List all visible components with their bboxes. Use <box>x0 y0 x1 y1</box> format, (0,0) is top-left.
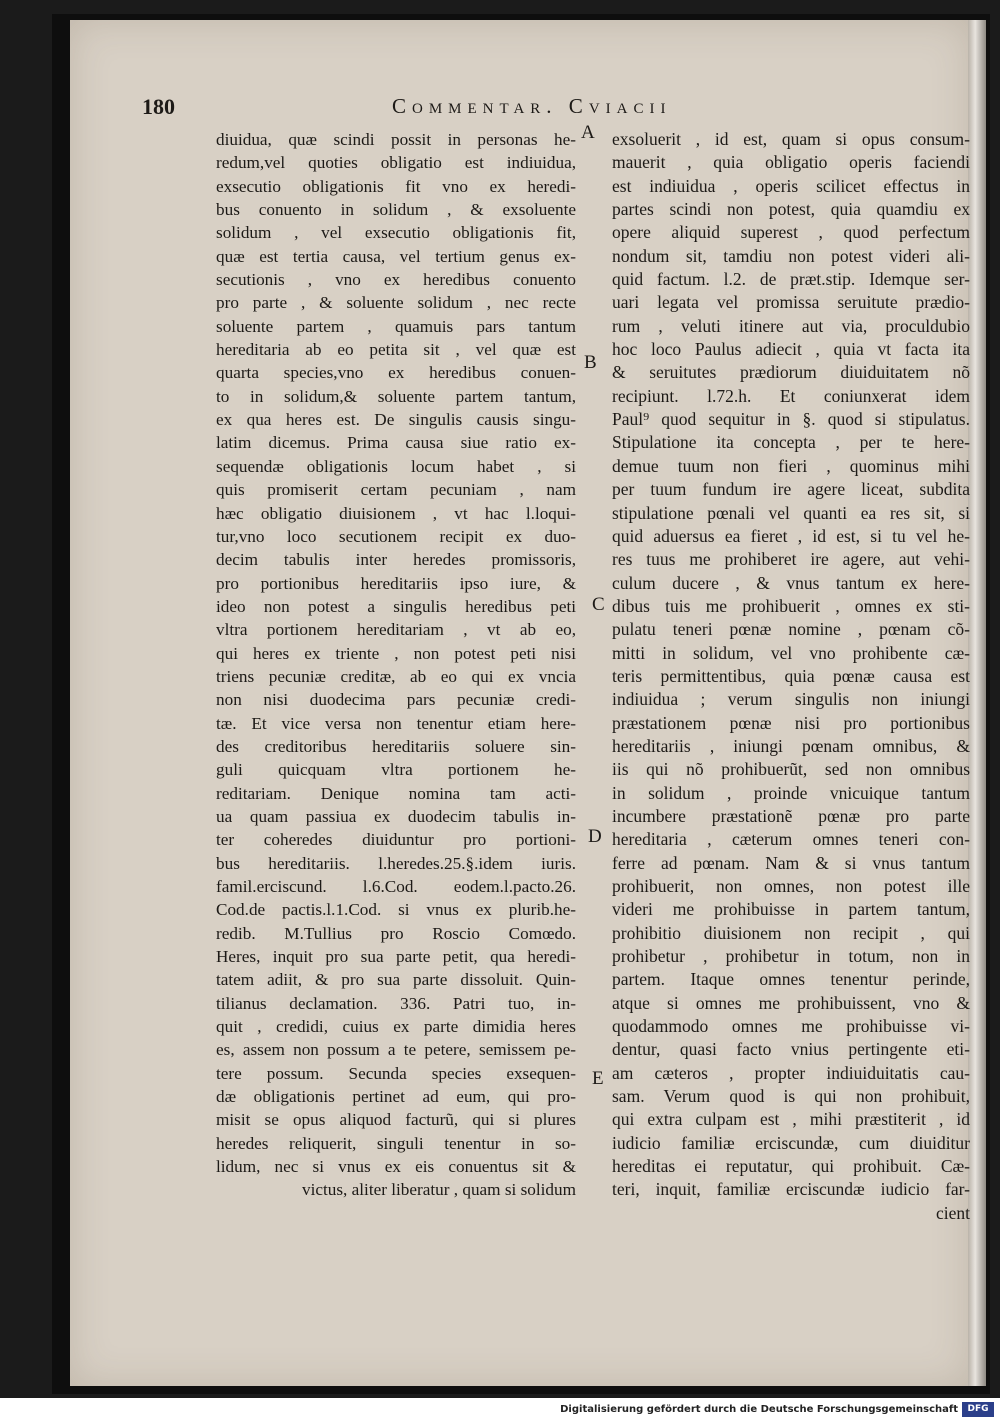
right-column-line: partes scindi non potest, quia quamdiu ex <box>612 199 970 220</box>
left-column-line: vltra portionem hereditariam , vt ab eo, <box>216 620 576 640</box>
right-column-line: partem. Itaque omnes tenentur perinde, <box>612 969 970 990</box>
right-column-line: quid aduersus ea fieret , id est, si tu vel he- <box>612 525 970 546</box>
left-column-line: heredes reliquerit, singuli tenentur in so- <box>216 1133 576 1153</box>
right-column-line: est indiuidua , operis scilicet effectus in <box>612 175 970 196</box>
left-column-line: decim tabulis inter heredes promissoris, <box>216 550 576 570</box>
right-column-line: quodammodo omnes me prohibuisse vi- <box>612 1016 970 1037</box>
left-column-line: quit , credidi, cuius ex parte dimidia heres <box>216 1017 576 1037</box>
left-column-line: ex qua heres est. De singulis causis singu- <box>216 410 576 430</box>
right-column-line: atque si omnes me prohibuissent, vno & <box>612 992 970 1013</box>
left-column-line: quarta species,vno ex heredibus conuen- <box>216 363 576 383</box>
margin-marker-a: A <box>581 122 595 143</box>
left-column-line: diuidua, quæ scindi possit in personas he- <box>216 130 576 149</box>
left-column-line: quæ est tertia causa, vel tertium genus ex- <box>216 246 576 266</box>
right-column-line: am cæteros , propter indiuiduitatis cau- <box>612 1062 970 1083</box>
right-column-line: prohibitio diuisionem non recipit , qui <box>612 922 970 943</box>
right-column-line: Paul⁹ quod sequitur in §. quod si stipulatus. <box>612 409 970 430</box>
right-column-line: teris permittentibus, quia pœnæ causa est <box>612 665 970 686</box>
right-column-line: præstationem pœnæ nisi pro portionibus <box>612 712 970 733</box>
left-column-line: guli quicquam vltra portionem he- <box>216 760 576 780</box>
left-column-line: quis promiserit certam pecuniam , nam <box>216 480 576 500</box>
running-head: Commentar. Cviacii <box>392 94 672 118</box>
right-column-line: exsoluerit , id est, quam si opus consum- <box>612 129 970 149</box>
right-column-line: culum ducere , & vnus tantum ex here- <box>612 572 970 593</box>
margin-marker-e: E <box>592 1068 604 1089</box>
right-column-line: in solidum , proinde vnicuique tantum <box>612 782 970 803</box>
right-column-line: stipulatione pœnali vel quanti ea res sit, si <box>612 502 970 523</box>
page-edge <box>968 20 986 1386</box>
left-column-line: tatem adiit, & pro sua parte dissoluit. Quin- <box>216 970 576 990</box>
right-column-line: hereditariis , iniungi pœnam omnibus, & <box>612 735 970 756</box>
left-column-line: victus, aliter liberatur , quam si solidum <box>302 1180 576 1200</box>
left-column-line: misit se opus aliquod facturũ, qui si plures <box>216 1110 576 1130</box>
right-column-line: hereditaria , cæterum omnes teneri con- <box>612 829 970 850</box>
left-column-line: ua quam passiua ex duodecim tabulis in- <box>216 806 576 826</box>
right-column-line: recipiunt. l.72.h. Et coniunxerat idem <box>612 385 970 406</box>
right-column-line: videri me prohibuisse in partem tantum, <box>612 899 970 920</box>
funding-note: Digitalisierung gefördert durch die Deutsche Forschungsgemeinschaft <box>560 1404 958 1415</box>
right-column-line: dibus tuis me prohibuerit , omnes ex sti- <box>612 595 970 616</box>
right-column-line: iis qui nõ prohibuerũt, sed non omnibus <box>612 759 970 780</box>
margin-marker-b: B <box>584 352 597 373</box>
right-column-line: quid factum. l.2. de præt.stip. Idemque ser- <box>612 269 970 290</box>
right-column-line: & seruitutes prædiorum diuiduitatem nõ <box>612 362 970 383</box>
left-column-line: solidum , vel exsecutio obligationis fit, <box>216 223 576 243</box>
left-column-line: Heres, inquit pro sua parte petit, qua heredi- <box>216 947 576 967</box>
left-column-line: dæ obligationis pertinet ad eum, qui pro- <box>216 1087 576 1107</box>
right-column-line: qui extra culpam est , mihi præstiterit , id <box>612 1109 970 1130</box>
right-column-line: mitti in solidum, vel vno prohibente cæ- <box>612 642 970 663</box>
left-column-line: soluente partem , quamuis pars tantum <box>216 316 576 336</box>
left-column-line: hæc obligatio diuisionem , vt hac l.loqui- <box>216 503 576 523</box>
right-column-line: cient <box>935 1202 970 1223</box>
right-column-line: prohibuerit, non omnes, non potest ille <box>612 876 970 896</box>
right-column-line: opere aliquid superest , quod perfectum <box>612 222 970 243</box>
left-column-line: triens pecuniæ creditæ, ab eo qui ex vncia <box>216 666 576 686</box>
left-column-line: es, assem non possum a te petere, semissem pe- <box>216 1040 576 1060</box>
left-column-line: redib. M.Tullius pro Roscio Comœdo. <box>216 923 576 943</box>
right-column-line: demue tuum non fieri , quominus mihi <box>612 455 970 476</box>
left-column-line: qui heres ex triente , non potest peti nisi <box>216 643 576 663</box>
dfg-logo: DFG <box>962 1402 994 1417</box>
left-column-line: tæ. Et vice versa non tenentur etiam here- <box>216 713 576 733</box>
left-column-line: bus hereditariis. l.heredes.25.§.idem iuris. <box>216 853 576 873</box>
left-column <box>216 128 576 1202</box>
right-column-line: incumbere præstationẽ pœnæ pro parte <box>612 805 970 826</box>
left-column-line: bus conuento in solidum , & exsoluente <box>216 200 576 220</box>
right-column-line: res tuus me prohiberet ire agere, aut vehi- <box>612 549 970 570</box>
page-header <box>142 94 832 124</box>
left-column-line: tilianus declamation. 336. Patri tuo, in- <box>216 993 576 1013</box>
margin-marker-c: C <box>592 594 605 615</box>
left-column-line: tere possum. Secunda species exsequen- <box>216 1063 576 1083</box>
right-column-line: per tuum fundum ire agere liceat, subdita <box>612 479 970 500</box>
right-column-line: mauerit , quia obligatio operis faciendi <box>612 152 970 173</box>
left-column-line: pro parte , & soluente solidum , nec recte <box>216 293 576 313</box>
page-number: 180 <box>142 94 175 119</box>
right-column-line: teri, inquit, familiæ erciscundæ iudicio far- <box>612 1179 970 1200</box>
right-column-line: pulatu teneri pœnæ nomine , pœnam cõ- <box>612 619 970 640</box>
right-column-line: Stipulatione ita concepta , per te here- <box>612 432 970 453</box>
left-column-line: reditariam. Denique nomina tam acti- <box>216 783 576 803</box>
left-column-line: Cod.de pactis.l.1.Cod. si vnus ex plurib.he- <box>216 900 576 920</box>
left-column-line: des creditoribus hereditariis soluere sin- <box>216 736 576 756</box>
right-column-line: hereditas ei reputatur, qui prohibuit. Cæ- <box>612 1156 970 1177</box>
left-column-line: redum,vel quoties obligatio est indiuidua, <box>216 153 576 173</box>
right-column-line: nondum sit, tamdiu non potest videri ali- <box>612 245 970 266</box>
right-column-line: sam. Verum quod is qui non prohibuit, <box>612 1086 970 1107</box>
left-column-line: to in solidum,& soluente partem tantum, <box>216 386 576 406</box>
footer-bar <box>0 1398 1000 1422</box>
right-column-line: rum , veluti itinere aut via, proculdubio <box>612 315 970 336</box>
left-column-line: famil.erciscund. l.6.Cod. eodem.l.pacto.26. <box>216 877 576 896</box>
left-column-line: pro portionibus hereditariis ipso iure, & <box>216 573 576 593</box>
left-column-line: sequendæ obligationis locum habet , si <box>216 456 576 476</box>
left-column-line: latim dicemus. Prima causa siue ratio ex- <box>216 433 576 453</box>
right-column-line: uari legata vel promissa seruitute prædio- <box>612 292 970 313</box>
left-column-line: hereditaria ab eo petita sit , vel quæ est <box>216 340 576 360</box>
right-column-line: indiuidua ; verum singulis non iniungi <box>612 689 970 710</box>
right-column <box>612 128 970 1225</box>
left-column-line: tur,vno loco secutionem recipit ex duo- <box>216 526 576 546</box>
margin-marker-d: D <box>588 826 602 847</box>
right-column-line: ferre ad pœnam. Nam & si vnus tantum <box>612 852 970 873</box>
left-column-line: ter coheredes diuiduntur pro portioni- <box>216 830 576 850</box>
left-column-line: non nisi duodecima pars pecuniæ credi- <box>216 690 576 710</box>
left-column-line: secutionis , vno ex heredibus conuento <box>216 270 576 290</box>
left-column-line: lidum, nec si vnus ex eis conuentus sit & <box>216 1157 576 1177</box>
right-column-line: prohibetur , prohibetur in totum, non in <box>612 946 970 967</box>
left-column-line: ideo non potest a singulis heredibus peti <box>216 596 576 616</box>
right-column-line: hoc loco Paulus adiecit , quia vt facta ita <box>612 339 970 360</box>
right-column-line: iudicio familiæ erciscundæ, cum diuiditur <box>612 1132 970 1153</box>
right-column-line: dentur, quasi facto vnius pertingente eti- <box>612 1039 970 1060</box>
left-column-line: exsecutio obligationis fit vno ex heredi- <box>216 176 576 196</box>
